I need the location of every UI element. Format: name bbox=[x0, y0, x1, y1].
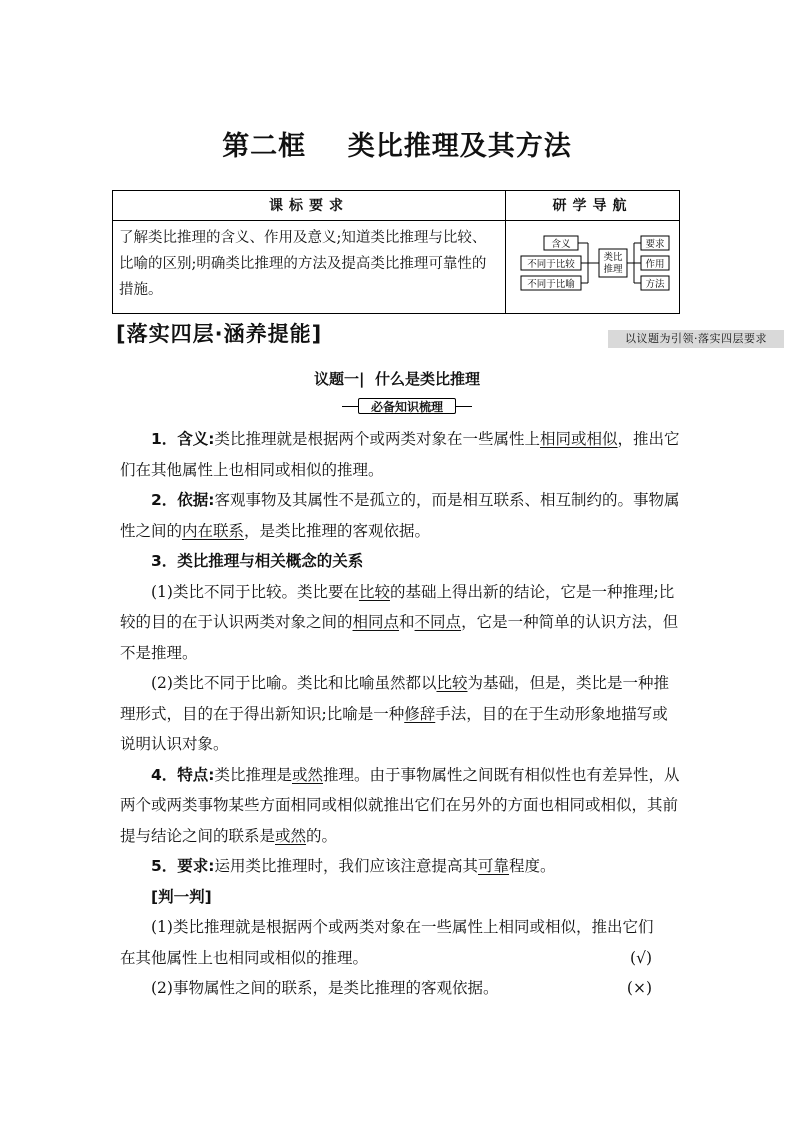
judge-q1-mark: (√) bbox=[630, 948, 652, 967]
item-feature bbox=[120, 760, 680, 852]
underlined-term: 或然 bbox=[292, 765, 324, 784]
badge-rule-right bbox=[456, 406, 472, 407]
item-text: ，是类比推理的客观依据。 bbox=[244, 521, 431, 540]
item-meaning bbox=[120, 424, 680, 485]
content-body bbox=[120, 424, 680, 1004]
item-text: ，推出它们在其他属性上也相同或相似的推理。 bbox=[120, 430, 680, 479]
item-text: 类比推理就是根据两个或两类对象在一些属性上 bbox=[214, 430, 540, 448]
judge-q2-text: (2)事物属性之间的联系，是类比推理的客观依据。 bbox=[151, 979, 499, 997]
section-tag: 以议题为引领·落实四层要求 bbox=[608, 330, 784, 348]
page-title: 第二框 类比推理及其方法 bbox=[222, 131, 572, 162]
item-requirement bbox=[120, 851, 680, 882]
judge-q2-mark: (×) bbox=[626, 979, 652, 997]
item-vs-comparison bbox=[120, 577, 680, 669]
underlined-term: 修辞 bbox=[404, 704, 436, 723]
underlined-term: 内在联系 bbox=[182, 521, 245, 540]
requirements-text: 了解类比推理的含义、作用及意义;知道类比推理与比较、比喻的区别;明确类比推理的方法及提高类比推理可靠性的措施。 bbox=[113, 221, 506, 313]
underlined-term: 相同点 bbox=[352, 613, 400, 631]
item-text: 推理。由于事物属性之间既有相似性也有差异性，从两个或两类事物某些方面相同或相似就推出它们在另外的方面也相同或相似，其前提与结论之间的联系是 bbox=[120, 765, 680, 845]
judge-q1-text: (1)类比推理就是根据两个或两类对象在一些属性上相同或相似，推出它们 bbox=[151, 918, 654, 936]
judge-q1-line2 bbox=[120, 943, 680, 974]
item-text: 为基础，但是，类比是一种推理形式，目的在于得出新知识;比喻是一种 bbox=[120, 674, 669, 723]
item-text: 的基础上得出新的结论，它是一种推理;比较的目的在于认识两类对象之间的 bbox=[120, 582, 675, 631]
judge-q2 bbox=[120, 973, 680, 1004]
item-text: 程度。 bbox=[509, 857, 556, 875]
item-text: (2)类比不同于比喻。类比和比喻虽然都以 bbox=[151, 674, 437, 692]
knowledge-badge-label: 必备知识梳理 bbox=[358, 398, 456, 414]
goals-table bbox=[112, 190, 680, 314]
diagram-node-requirement: 要求 bbox=[645, 239, 665, 250]
item-label: 4．特点: bbox=[151, 765, 215, 784]
underlined-term: 相同或相似 bbox=[540, 430, 618, 448]
study-guide-header: 研学导航 bbox=[506, 191, 679, 221]
topic-heading: 议题一| 什么是类比推理 bbox=[314, 370, 480, 388]
diagram-node-meaning: 含义 bbox=[551, 239, 571, 250]
item-text: 的。 bbox=[306, 826, 338, 845]
item-text: ，它是一种简单的认识方法，但不是推理。 bbox=[120, 613, 679, 662]
diagram-node-function: 作用 bbox=[645, 259, 665, 270]
knowledge-badge bbox=[342, 398, 472, 414]
section-banner: [落实四层·涵养提能] bbox=[116, 322, 323, 346]
judge-q1-text-cont: 在其他属性上也相同或相似的推理。 bbox=[120, 948, 369, 967]
diagram-node-vs-metaphor: 不同于比喻 bbox=[527, 279, 575, 290]
item-text: 客观事物及其属性不是孤立的，而是相互联系、相互制约的。事物属性之间的 bbox=[120, 491, 680, 540]
curriculum-requirements-header: 课标要求 bbox=[113, 191, 506, 221]
item-text: 和 bbox=[399, 613, 415, 631]
concept-diagram bbox=[506, 221, 679, 313]
concept-map-svg bbox=[506, 221, 679, 313]
item-text: (1)类比不同于比较。类比要在 bbox=[151, 582, 359, 601]
underlined-term: 或然 bbox=[275, 826, 307, 845]
item-label: 1．含义: bbox=[151, 430, 215, 448]
item-label: 5．要求: bbox=[151, 857, 215, 875]
item-text: 运用类比推理时，我们应该注意提高其 bbox=[214, 857, 478, 875]
badge-rule-left bbox=[342, 406, 358, 407]
diagram-center-line2: 推理 bbox=[603, 264, 623, 275]
item-relations-heading bbox=[120, 546, 680, 577]
judge-q1 bbox=[120, 912, 680, 943]
item-label: 3．类比推理与相关概念的关系 bbox=[151, 552, 364, 570]
underlined-term: 不同点 bbox=[414, 613, 462, 631]
underlined-term: 比较 bbox=[358, 582, 390, 601]
item-label: 2．依据: bbox=[151, 491, 215, 509]
underlined-term: 可靠 bbox=[478, 857, 510, 875]
diagram-node-method: 方法 bbox=[645, 279, 665, 290]
judge-heading: [判一判] bbox=[151, 887, 212, 906]
item-basis bbox=[120, 485, 680, 546]
item-text: 手法，目的在于生动形象地描写或说明认识对象。 bbox=[120, 704, 668, 753]
underlined-term: 比较 bbox=[436, 674, 468, 692]
diagram-center-line1: 类比 bbox=[603, 252, 623, 263]
item-vs-metaphor bbox=[120, 668, 680, 760]
diagram-node-vs-comparison: 不同于比较 bbox=[527, 259, 575, 270]
item-text: 类比推理是 bbox=[214, 765, 292, 784]
